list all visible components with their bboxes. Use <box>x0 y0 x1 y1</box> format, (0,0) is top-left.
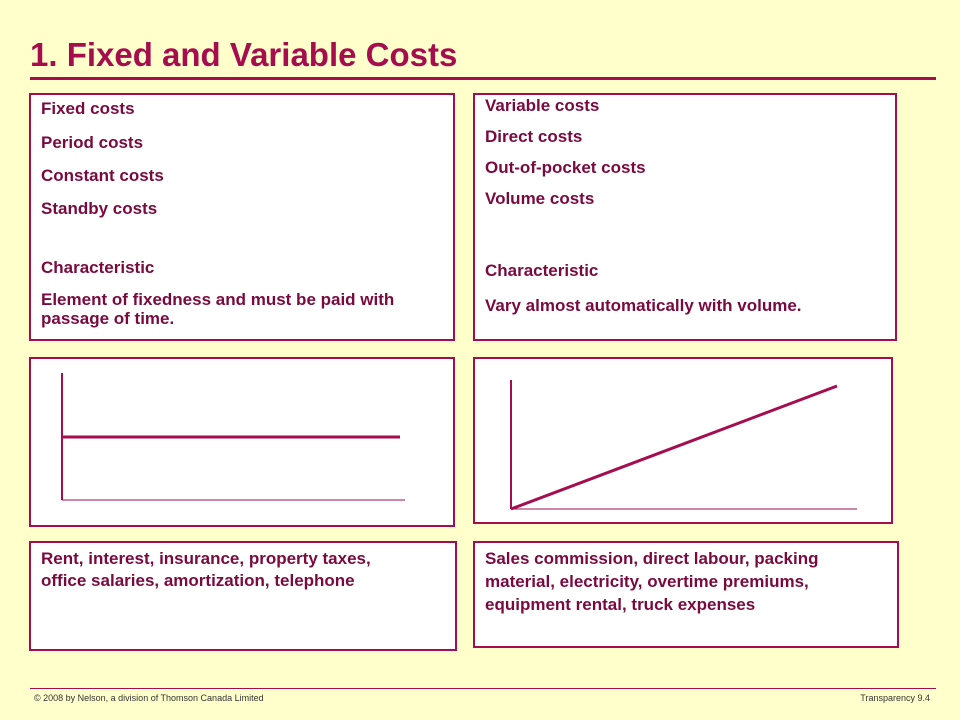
fixed-characteristic-heading: Characteristic <box>41 258 155 277</box>
variable-name-3: Out-of-pocket costs <box>485 158 646 177</box>
fixed-name-4: Standby costs <box>41 199 158 218</box>
variable-name-4: Volume costs <box>485 189 595 208</box>
variable-examples-text: Sales commission, direct labour, packing material, electricity, overtime premiums, equipment rental, truck expenses <box>485 549 819 614</box>
title-underline <box>30 77 936 80</box>
variable-cost-graph-svg <box>475 359 891 522</box>
fixed-cost-graph-svg <box>31 359 453 525</box>
fixed-cost-graph <box>29 357 455 527</box>
fixed-costs-examples-box <box>29 541 457 651</box>
variable-cost-graph <box>473 357 893 524</box>
variable-costs-examples-box <box>473 541 899 648</box>
variable-cost-line <box>511 386 837 509</box>
slide-title: 1. Fixed and Variable Costs <box>30 36 458 73</box>
fixed-name-3: Constant costs <box>41 166 164 185</box>
variable-costs-box <box>473 93 897 341</box>
fixed-name-1: Fixed costs <box>41 99 135 118</box>
variable-characteristic-heading: Characteristic <box>485 261 599 280</box>
variable-name-1: Variable costs <box>485 96 600 115</box>
variable-characteristic-text: Vary almost automatically with volume. <box>485 296 802 315</box>
fixed-characteristic-text: Element of fixedness and must be paid with passage of time. <box>41 290 395 328</box>
copyright-footer: © 2008 by Nelson, a division of Thomson Canada Limited <box>34 693 264 703</box>
fixed-name-2: Period costs <box>41 133 144 152</box>
fixed-examples-text: Rent, interest, insurance, property taxes, office salaries, amortization, telephone <box>41 549 371 590</box>
footer-rule <box>30 688 936 689</box>
fixed-costs-box <box>29 93 455 341</box>
transparency-number: Transparency 9.4 <box>860 693 930 703</box>
variable-name-2: Direct costs <box>485 127 583 146</box>
